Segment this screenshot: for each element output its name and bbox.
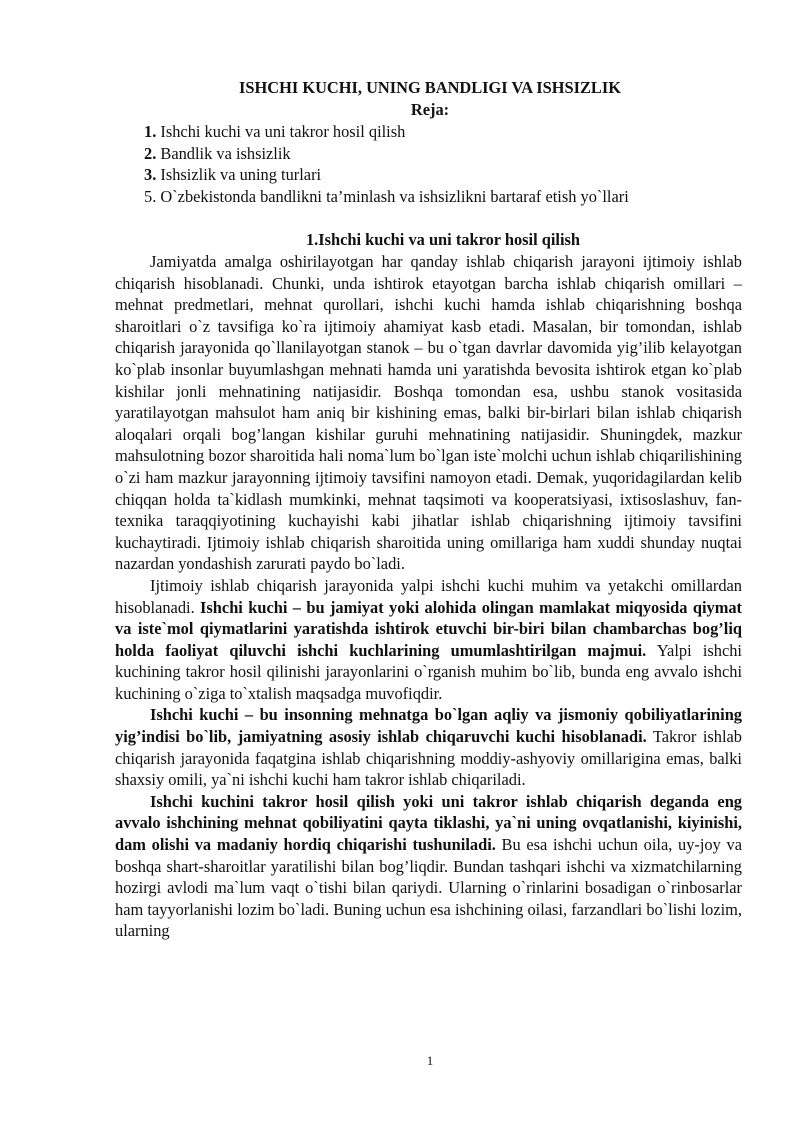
plan-item [144,164,629,186]
plan-item [144,186,629,208]
paragraph-text: Ijtimoiy ishlab chiqarish jarayonida yalpi ishchi kuchi muhim va yetakchi omillardan hisoblanadi. [115,575,742,617]
paragraph-tail: Yalpi ishchi kuchining takror hosil qilinishi jarayonlarini o`rganish muhim bo`lib, bunda eng avvalo ishchi kuchining o`ziga to`xtalish maqsadga muvofiqdir. [115,640,742,703]
paragraph [115,251,742,575]
paragraph-lead-bold: Ishchi kuchini takror hosil qilish yoki uni takror ishlab chiqarish deganda eng avvalo ishchining mehnat qobiliyatini qayta tiklashi, ya`ni uning ovqatlanishi, kiyinishi, dam olishi va madaniy hordiq chiqarishi tushuniladi. [115,791,742,855]
paragraph-text: Bu esa ishchi uchun oila, uy-joy va boshqa shart-sharoitlar yaratilishi bilan bog’liqdir. Bundan tashqari ishchi va xizmatchilarning hozirgi avlodi ma`lum vaqt o`tishi bilan qariydi. Ularning o`rinlarini bosadigan o`rinbosarlar ham tayyorlanishi lozim bo`ladi. Buning uchun esa ishchining oilasi, farzandlari bo`lishi lozim, ularning [115,835,742,941]
plan-item-text: Ishsizlik va uning turlari [156,165,322,185]
plan-item-number: 1. [144,122,157,141]
plan-heading: Reja: [410,100,450,119]
paragraph-text: Jamiyatda amalga oshirilayotgan har qanday ishlab chiqarish jarayoni ijtimoiy ishlab chiqarish hisoblanadi. Chunki, unda ishtirok etayotgan barcha ishlab chiqarish omillari – mehnat predmetlari, mehnat qurollari, ishchi kuchi hamda ishlab chiqarishning boshqa sharoitlari o`z tavsifiga ko`ra ijtimoiy ahamiyat kasb etadi. Masalan, bir tomondan, ishlab chiqarish jarayonida qo`llanilayotgan stanok – bu o`tgan davrlar davomida yig’ilib kelayotgan ko`plab insonlar buyumlashgan mehnati hamda uni yaratishda bevosita ishtirok etgan ko`plab kishilar jonli mehnatining natijasidir. Boshqa tomondan esa, ushbu stanok vositasida yaratilayotgan mahsulot ham aniq bir kishining emas, balki bir-birlari bilan ishlab chiqarish aloqalari orqali bog’langan kishilar guruhi mehnatining natijasidir. Shuningdek, mazkur mahsulotning bozor sharoitida hali noma`lum bo`lgan iste`molchi uchun ishlab chiqarilishining o`zi ham mazkur jarayonning ijtimoiy tavsifini namoyon etadi. Demak, yuqoridagilardan kelib chiqqan holda ta`kidlash mumkinki, mehnat taqsimoti va kooperatsiyasi, ixtisoslashuv, fan-texnika taraqqiyotining kuchayishi kabi jihatlar ishlab chiqarishning ijtimoiy tavsifini kuchaytiradi. Ijtimoiy ishlab chiqarish sharoitida uning omillariga ham xuddi shunday nuqtai nazardan yondashish zarurati paydo bo`ladi. [115,252,742,574]
plan-item-number: 3. [144,165,157,185]
plan-item [144,121,629,143]
plan-item-text: 5. O`zbekistonda bandlikni ta’minlash va ishsizlikni bartaraf etish yo`llari [144,186,629,206]
plan-item-text: Ishchi kuchi va uni takror hosil qilish [156,122,406,141]
plan-item-number: 2. [144,143,157,163]
paragraph [115,791,742,942]
section-title: 1.Ishchi kuchi va uni takror hosil qilish [305,230,581,249]
paragraph-text: Takror ishlab chiqarish jarayonida faqatgina ishlab chiqarishning moddiy-ashyoviy omillarigina emas, balki shaxsiy omili, ya`ni ishchi kuchi ham takror ishlab chiqariladi. [115,727,742,790]
page-number: 1 [426,1053,434,1068]
plan-item-text: Bandlik va ishsizlik [156,143,291,163]
document-title: ISHCHI KUCHI, UNING BANDLIGI VA ISHSIZLIK [239,78,621,97]
paragraph [115,575,742,705]
paragraph-lead-bold: Ishchi kuchi – bu insonning mehnatga bo`lgan aqliy va jismoniy qobiliyatlarining yig’indisi bo`lib, jamiyatning asosiy ishlab chiqaruvchi kuchi hisoblanadi. [115,705,742,747]
paragraph-bold: Ishchi kuchi – bu jamiyat yoki alohida olingan mamlakat miqyosida qiymat va iste`mol qiymatlarini yaratishda ishtirok etuvchi bir-biri bilan chambarchas bog’liq holda faoliyat qiluvchi ishchi kuchlarining umumlashtirilgan majmui. [115,597,742,660]
plan-item [144,143,629,165]
body-text [115,251,742,942]
plan-list [144,121,629,207]
paragraph [115,704,742,790]
